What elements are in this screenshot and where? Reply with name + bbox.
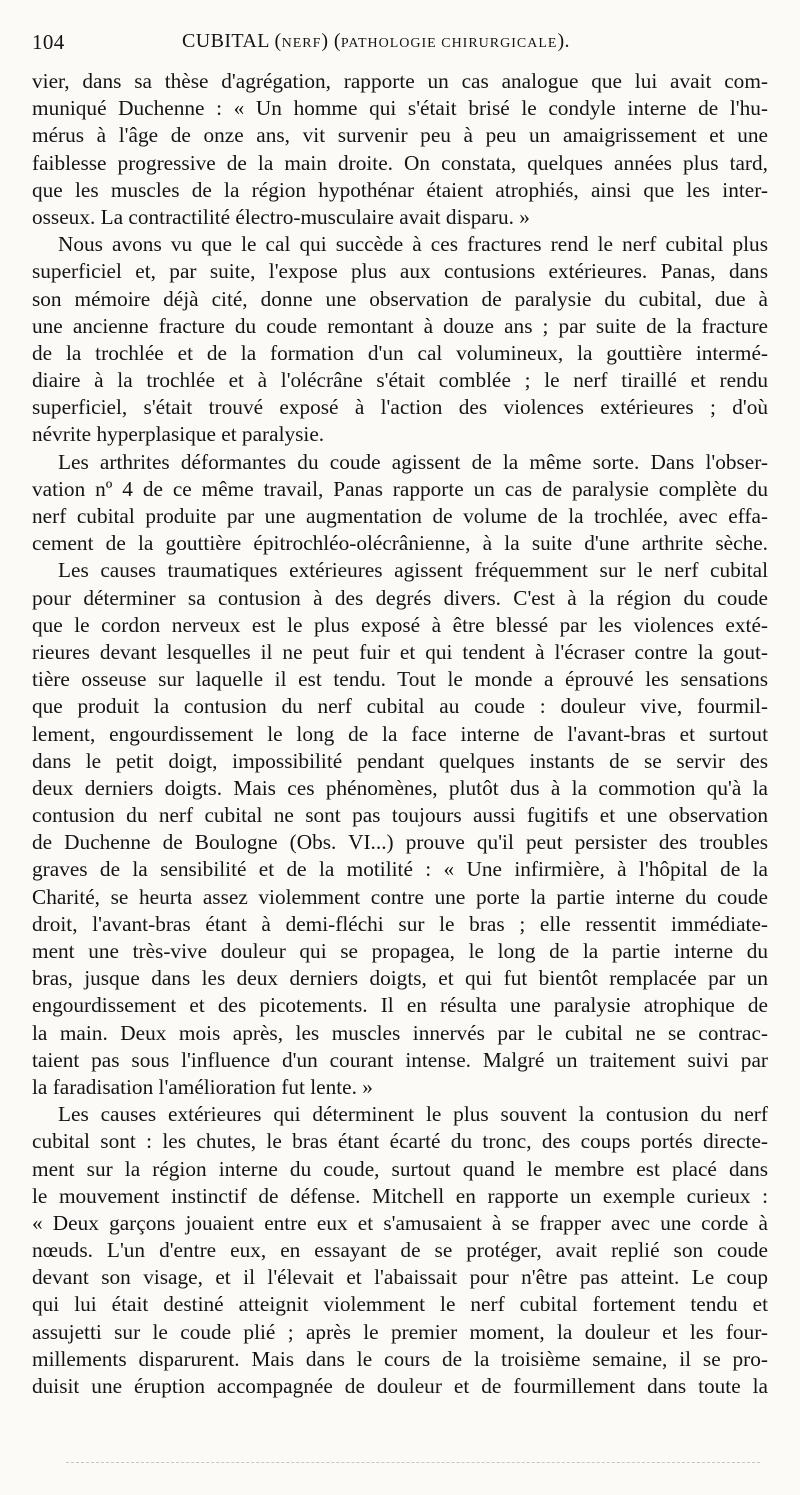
text-line: taient pas sous l'influence d'un courant intense. Malgré un traitement suivi par	[32, 1047, 768, 1072]
title-nerf: NERF	[281, 36, 322, 51]
text-line: « Deux garçons jouaient entre eux et s'amusaient à se frapper avec une corde à	[32, 1210, 768, 1235]
text-line: cubital sont : les chutes, le bras étant écarté du tronc, des coups portés directe-	[32, 1129, 768, 1154]
text-line: Les causes traumatiques extérieures agissent fréquemment sur le nerf cubital	[58, 558, 768, 583]
text-line: son mémoire déjà cité, donne une observation de paralysie du cubital, due à	[32, 286, 768, 311]
text-line: duisit une éruption accompagnée de douleur et de fourmillement dans toute la	[32, 1374, 768, 1398]
text-line: muniqué Duchenne : « Un homme qui s'était brisé le condyle interne de l'hu-	[32, 96, 768, 121]
text-line: Charité, se heurta assez violemment contre une porte la partie interne du coude	[32, 884, 768, 909]
running-header	[32, 30, 764, 60]
text-line: la faradisation l'amélioration fut lente. »	[32, 1074, 373, 1099]
text-line: pour déterminer sa contusion à des degrés divers. C'est à la région du coude	[32, 585, 768, 610]
text-line: lement, engourdissement le long de la face interne de l'avant-bras et surtout	[32, 721, 768, 746]
text-line: le mouvement instinctif de défense. Mitchell en rapporte un exemple curieux :	[32, 1183, 768, 1208]
text-line: superficiel, s'était trouvé exposé à l'action des violences extérieures ; d'où	[32, 395, 768, 420]
running-title	[182, 30, 570, 53]
footer-rule	[66, 1462, 760, 1463]
title-main: CUBITAL (	[182, 30, 282, 52]
text-line: cement de la gouttière épitrochléo-olécrânienne, à la suite d'une arthrite sèche.	[32, 531, 768, 556]
title-end: ).	[557, 30, 570, 52]
text-line: faiblesse progressive de la main droite. On constata, quelques années plus tard,	[32, 150, 768, 175]
text-line: que produit la contusion du nerf cubital au coude : douleur vive, fourmil-	[32, 694, 768, 719]
text-line: millements disparurent. Mais dans le cours de la troisième semaine, il se pro-	[32, 1346, 768, 1371]
text-line: que le cordon nerveux est le plus exposé à être blessé par les violences exté-	[32, 612, 768, 637]
text-line: rieures devant lesquelles il ne peut fuir et qui tendent à l'écraser contre la gout-	[32, 639, 768, 664]
title-mid: ) (	[321, 30, 341, 52]
text-line: devant son visage, et il l'élevait et l'abaissait pour n'être pas atteint. Le coup	[32, 1265, 768, 1290]
text-line: vier, dans sa thèse d'agrégation, rapporte un cas analogue que lui avait com-	[32, 69, 768, 93]
text-line: droit, l'avant-bras étant à demi-fléchi sur le bras ; elle ressentit immédiate-	[32, 911, 768, 936]
text-line: contusion du nerf cubital ne sont pas toujours aussi fugitifs et une observation	[32, 803, 768, 828]
text-line: vation nº 4 de ce même travail, Panas rapporte un cas de paralysie complète du	[32, 476, 768, 501]
text-line: Les causes extérieures qui déterminent le plus souvent la contusion du nerf	[58, 1102, 768, 1127]
text-line: qui lui était destiné atteignit violemment le nerf cubital fortement tendu et	[32, 1292, 768, 1317]
text-line: de Duchenne de Boulogne (Obs. VI...) prouve qu'il peut persister des troubles	[32, 830, 768, 855]
text-line: de la trochlée et de la formation d'un cal volumineux, la gouttière intermé-	[32, 340, 768, 365]
text-line: que les muscles de la région hypothénar étaient atrophiés, ainsi que les inter-	[32, 177, 768, 202]
text-line: nerf cubital produite par une augmentation de volume de la trochlée, avec effa-	[32, 504, 768, 528]
page-body	[32, 68, 768, 1400]
text-line: névrite hyperplasique et paralysie.	[32, 422, 325, 447]
text-line: Nous avons vu que le cal qui succède à ces fractures rend le nerf cubital plus	[58, 232, 768, 257]
text-line: Les arthrites déformantes du coude agissent de la même sorte. Dans l'obser-	[58, 449, 768, 474]
text-line: mérus à l'âge de onze ans, vit survenir peu à peu un amaigrissement et une	[32, 123, 768, 148]
text-line: tière osseuse sur laquelle il est tendu. Tout le monde a éprouvé les sensations	[32, 667, 768, 692]
text-line: osseux. La contractilité électro-musculaire avait disparu. »	[32, 204, 530, 229]
text-line: la main. Deux mois après, les muscles innervés par le cubital ne se contrac-	[32, 1020, 768, 1045]
text-line: engourdissement et des picotements. Il en résulta une paralysie atrophique de	[32, 993, 768, 1018]
title-section: PATHOLOGIE CHIRURGICALE	[340, 36, 558, 51]
text-line: dans le petit doigt, impossibilité pendant quelques instants de se servir des	[32, 748, 768, 773]
text-line: deux derniers doigts. Mais ces phénomènes, plutôt dus à la commotion qu'à la	[32, 775, 768, 800]
text-line: graves de la sensibilité et de la motilité : « Une infirmière, à l'hôpital de la	[32, 857, 768, 882]
text-line: assujetti sur le coude plié ; après le premier moment, la douleur et les four-	[32, 1319, 768, 1344]
text-line: diaire à la trochlée et à l'olécrâne s'était comblée ; le nerf tiraillé et rendu	[32, 368, 768, 393]
text-line: ment sur la région interne du coude, surtout quand le membre est placé dans	[32, 1156, 768, 1181]
text-line: une ancienne fracture du coude remontant à douze ans ; par suite de la fracture	[32, 313, 768, 338]
text-line: superficiel et, par suite, l'expose plus aux contusions extérieures. Panas, dans	[32, 259, 768, 284]
text-line: ment une très-vive douleur qui se propagea, le long de la partie interne du	[32, 939, 768, 963]
text-line: nœuds. L'un d'entre eux, en essayant de se protéger, avait replié son coude	[32, 1238, 768, 1263]
page-number: 104	[32, 30, 65, 54]
text-line: bras, jusque dans les deux derniers doigts, et qui fut bientôt remplacée par un	[32, 966, 768, 991]
